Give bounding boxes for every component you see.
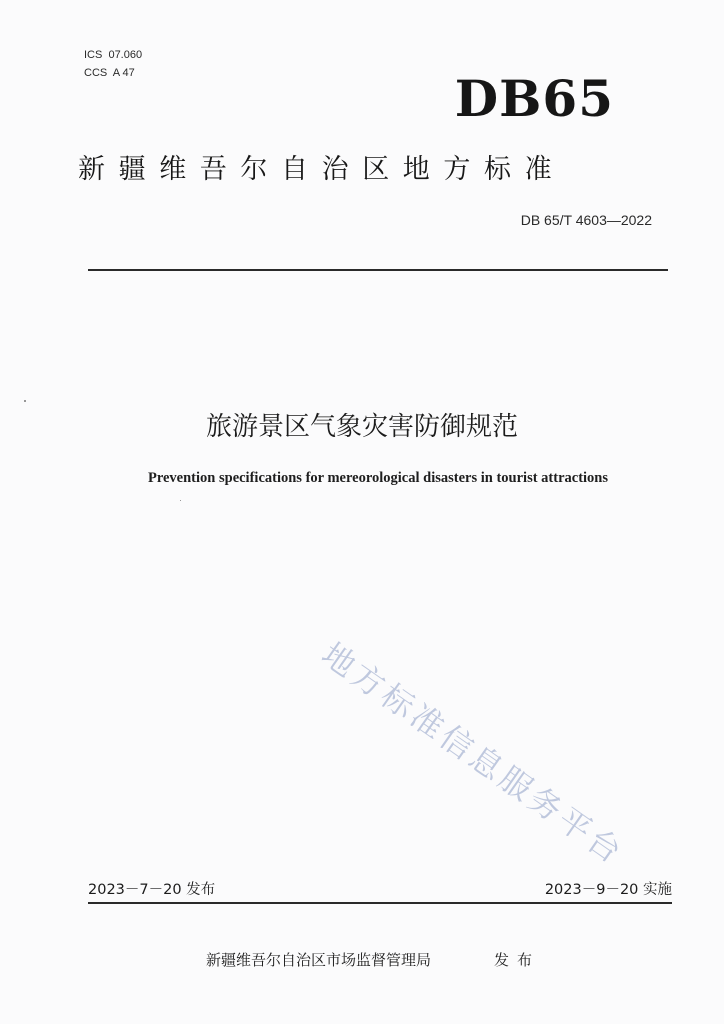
publisher-name: 新疆维吾尔自治区市场监督管理局 — [206, 951, 432, 969]
issuer-title: 新疆维吾尔自治区地方标准 — [78, 154, 566, 185]
publish-label: 发布 — [494, 951, 541, 969]
watermark: 地方标准信息服务平台 — [314, 634, 632, 873]
title-chinese: 旅游景区气象灾害防御规范 — [205, 412, 518, 442]
scan-speck — [24, 400, 26, 402]
bottom-divider — [88, 902, 672, 904]
title-english: Prevention specifications for mereorological disasters in tourist attractions — [147, 470, 609, 486]
ics-code: ICS 07.060 — [84, 49, 143, 61]
standard-number: DB 65/T 4603—2022 — [520, 212, 652, 228]
db-logo: DB65 — [454, 69, 614, 128]
classification-codes — [84, 46, 142, 82]
issue-date: 2023－7－20 发布 — [88, 882, 216, 898]
implementation-date: 2023－9－20 实施 — [544, 882, 672, 898]
top-divider — [88, 269, 668, 271]
scan-speck — [180, 500, 181, 501]
ccs-code: CCS A 47 — [84, 67, 135, 79]
